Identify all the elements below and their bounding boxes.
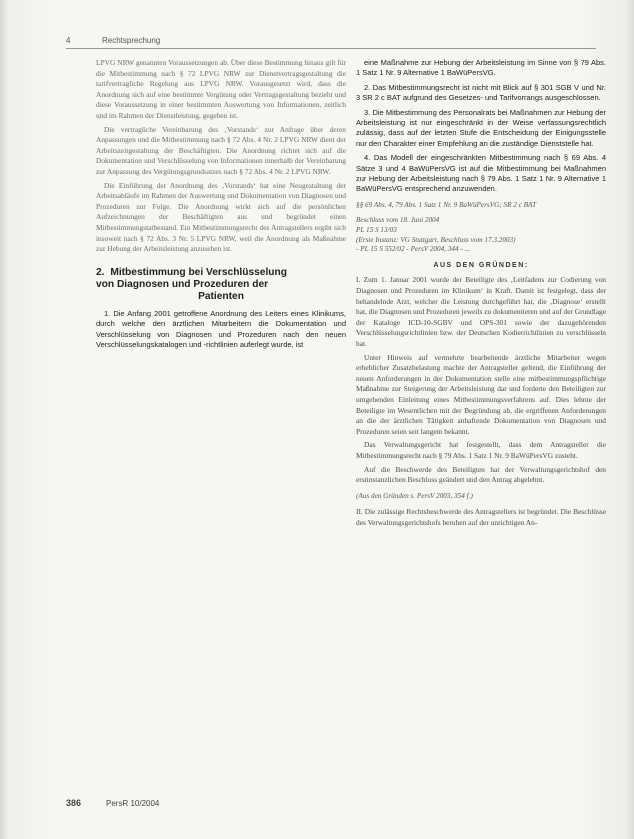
headnote-paragraph: 3. Die Mitbestimmung des Personalrats bei Maßnahmen zur Hebung der Arbeitsleistung ist nur eingeschränkt in der Weise verfassungsrechtlich zulässig, dass auf der letzten Stufe die Entscheidung der Einigungsstelle nur den Charakter einer Empfehlung an die zuständige Dienststelle hat. <box>356 107 606 148</box>
headnotes <box>356 58 606 195</box>
court-info-line: PL 15 S 13/03 <box>356 226 397 235</box>
body-paragraph: Die vertragliche Vereinbarung des ‚Vorstands‘ zur Anfrage über deren Anpassungen und die Mitbestimmung nach § 72 Abs. 4 Nr. 2 LPVG NRW dient der Arbeitszeitgestaltung der Beschäftigten. Die Anordnung richtet sich auf die Dokumentation und Verschlüsselung von Informationen innerhalb der Vereinbarung zur Anpassung des Vergütungsgrundsatzes nach § 72 Abs. 4 Nr. 2 LPVG NRW. <box>96 124 346 176</box>
scan-shadow-left <box>0 0 8 839</box>
court-info-line: - PL 15 S 552/02 - PersV 2004, 344 - ... <box>356 245 470 254</box>
statute-references: §§ 69 Abs. 4, 79 Abs. 1 Satz 1 Nr. 9 BaWüPersVG; SR 2 c BAT <box>356 200 537 209</box>
court-info-line: (Erste Instanz: VG Stuttgart, Beschluss vom 17.3.2003) <box>356 235 516 244</box>
citation-note: (Aus den Gründen s. PersV 2003, 354 f.) <box>356 491 473 500</box>
reasons-paragraph: Das Verwaltungsgericht hat festgestellt, dass dem Antragsteller die Mitbestimmungsrecht nach § 79 Abs. 1 Satz 1 Nr. 9 BaWüPersVG zusteht. <box>356 440 606 460</box>
header-rule <box>66 48 596 49</box>
heading-line: Mitbestimmung bei Verschlüsselung <box>110 266 287 278</box>
headnote-paragraph: 1. Die Anfang 2001 getroffene Anordnung des Leiters eines Klinikums, durch welche den ärztlichen Mitarbeitern die Dokumentation und Verschlüsselung von Diagnosen und Prozeduren nach den neuen Verschlüsselungskatalogen und -richtlinien auferlegt wurde, ist <box>96 308 346 349</box>
section-heading <box>96 267 346 303</box>
reasons-heading: AUS DEN GRÜNDEN: <box>433 261 529 269</box>
headnote-lead <box>96 309 346 351</box>
scan-shadow-right <box>626 0 634 839</box>
body-paragraph: Die Einführung der Anordnung des ‚Vorstands‘ hat eine Neugestaltung der Arbeitsabläufe im Rahmen der Auswertung und Dokumentation von Diagnosen und Prozeduren zur Folge. Die Anordnung wirkt sich auf die persönlichen Aufzeichnungen der Beschäftigten aus und begründet einen Mitbestimmungstatbestand. Ein Mitbestimmungsrecht des Antragstellers ergibt sich insoweit nach § 72 Abs. 3 Nr. 5 LPVG NRW, weil die Anordnung als Maßnahme zur Hebung der Arbeitsleistung anzusehen ist. <box>96 180 346 254</box>
left-column <box>96 58 346 354</box>
reasons-paragraph: Unter Hinweis auf vermehrte bearbeitende ärztliche Mitarbeiter wegen erheblicher Zusatzbelastung machte der Antragsteller geltend, die Einführung der neuen Anforderungen in der Dokumentation stelle eine mitbestimmungspflichtige Maßnahme zur Steigerung der Arbeitsleistung dar und forderte den Beteiligten zur umgehenden Einleitung eines Mitbestimmungsverfahrens auf. Dies lehnte der Beteiligte im Wesentlichen mit der Begründung ab, die ergriffenen Anforderungen an die der ärztlichen Tätigkeit anhaftende Dokumentation von Diagnosen und Prozeduren seien seit langem bekannt. <box>356 352 606 436</box>
court-info <box>356 216 606 254</box>
heading-line: von Diagnosen und Prozeduren der <box>96 278 269 290</box>
footer-page-number: 386 <box>66 798 82 808</box>
heading-line: Patienten <box>198 290 244 302</box>
heading-number: 2. <box>96 266 105 278</box>
right-column <box>356 58 606 532</box>
headnote-paragraph: 2. Das Mitbestimmungsrecht ist nicht mit Blick auf § 301 SGB V und Nr. 3 SR 2 c BAT aufgrund des Gesetzes- und Tarifvorrangs ausgeschlossen. <box>356 82 606 103</box>
reasons-paragraph: II. Die zulässige Rechtsbeschwerde des Antragstellers ist begründet. Die Beschlüsse des Verwaltungsgerichtshofs beruhen auf der unrichtigen An- <box>356 507 606 527</box>
reasons-paragraph: Auf die Beschwerde des Beteiligten hat der Verwaltungsgerichtshof den erstinstanzlichen Beschluss geändert und den Antrag abgelehnt. <box>356 464 606 485</box>
running-head-section: Rechtsprechung <box>102 36 161 45</box>
headnote-paragraph: 4. Das Modell der eingeschränkten Mitbestimmung nach § 69 Abs. 4 Sätze 3 und 4 BaWüPersVG ist auf die Mitbestimmung bei Maßnahmen zur Hebung der Arbeitsleistung nach § 79 Abs. 1 Satz 1 Nr. 9 Alternative 1 BaWüPersVG entsprechend anzuwenden. <box>356 153 606 194</box>
reasons-paragraph: I. Zum 1. Januar 2001 wurde der Beteiligte des ‚Leitfadens zur Codierung von Diagnosen und Prozeduren im Klinikum‘ in Kraft. Damit ist festgelegt, dass der behandelnde Arzt, welcher die Leistung durchgeführt hat, die ‚Diagnose‘ erstellt hat, die Diagnosen und Prozeduren jeweils zu dokumentieren und auf der Grundlage der Kataloge ICD-10-SGBV und OPS-301 sowie der dazugehörenden Verschlüsselungsrichtlinien bzw. der Deutschen Kodierrichtlinien zu verschlüsseln hat. <box>356 275 606 348</box>
court-info-line: Beschluss vom 18. Juni 2004 <box>356 216 440 225</box>
body-paragraph: LPVG NRW genannten Voraussetzungen ab. Über diese Bestimmung hinaus gilt für die Mitbestimmung nach § 72 LPVG NRW zur Dienstvertragsgestaltung die tarifvertragliche Regelung aus LPVG NRW. Vorausgesetzt wird, dass die Anordnung sich auf eine bestimmte Vergütung oder Vertragsgestaltung bezieht und diese Voraussetzung in einer bestimmten Auswertung von Informationen, zeitlich und im Rahmen der Dienstleistung, gegeben ist. <box>96 58 346 120</box>
running-head-page-marker: 4 <box>66 36 71 45</box>
headnote-paragraph: eine Maßnahme zur Hebung der Arbeitsleistung im Sinne von § 79 Abs. 1 Satz 1 Nr. 9 Alternative 1 BaWüPersVG. <box>356 58 606 78</box>
footer-journal: PersR 10/2004 <box>106 799 160 808</box>
